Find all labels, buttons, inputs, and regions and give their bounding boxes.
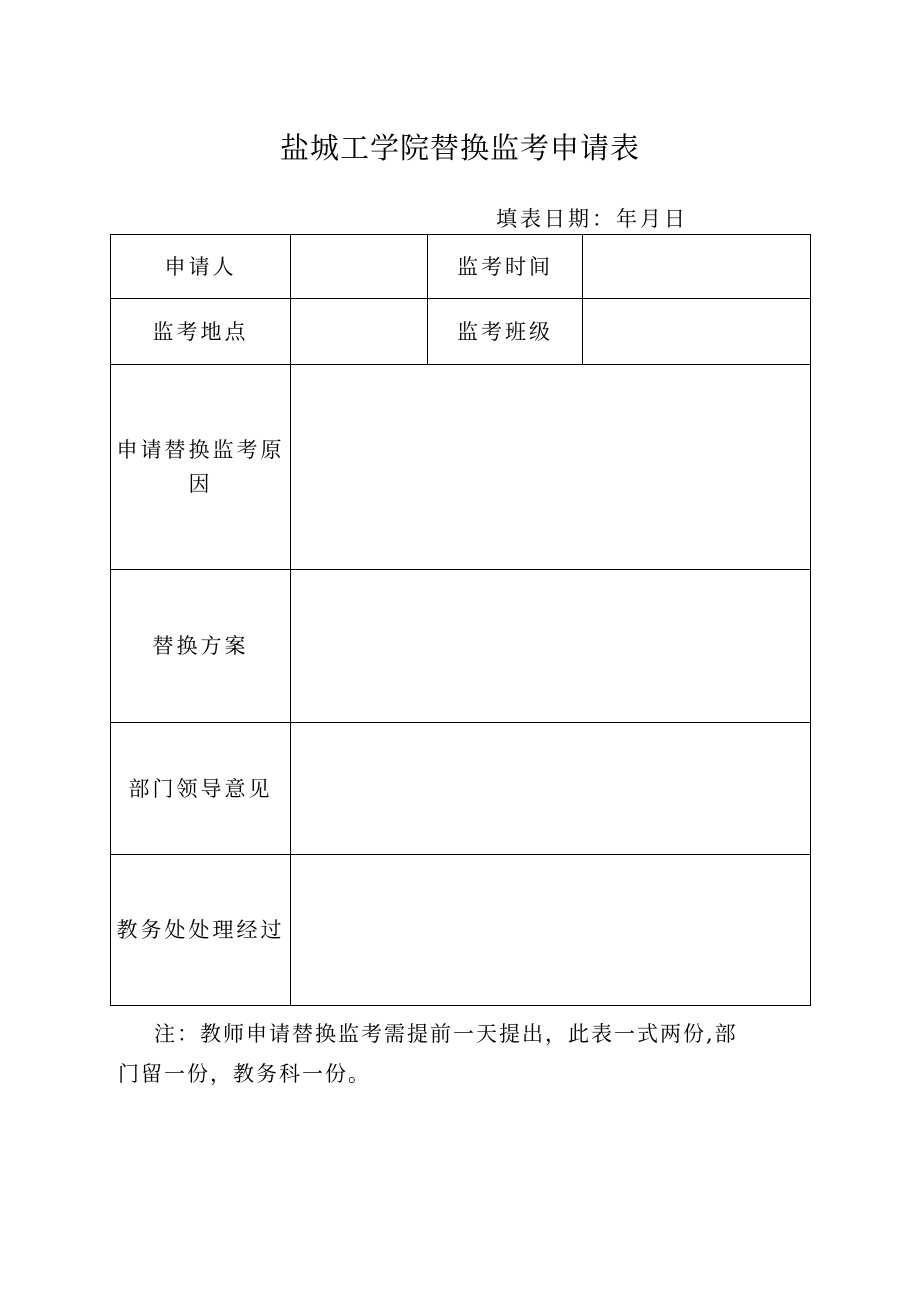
footnote-line-2: 门留一份，教务科一份。 (118, 1062, 371, 1086)
academic-office-process-field[interactable] (291, 855, 811, 1006)
dept-leader-opinion-label: 部门领导意见 (111, 723, 291, 855)
applicant-label: 申请人 (111, 235, 291, 299)
table-row (111, 299, 811, 365)
applicant-field[interactable] (291, 235, 428, 299)
table-row (111, 235, 811, 299)
application-form-table (110, 234, 811, 1006)
invigilation-location-label: 监考地点 (111, 299, 291, 365)
invigilation-time-label: 监考时间 (428, 235, 583, 299)
table-row (111, 855, 811, 1006)
footnote (118, 1014, 798, 1094)
invigilation-class-label: 监考班级 (428, 299, 583, 365)
table-row (111, 723, 811, 855)
academic-office-process-label: 教务处处理经过 (111, 855, 291, 1006)
table-row (111, 570, 811, 723)
replacement-plan-field[interactable] (291, 570, 811, 723)
replacement-reason-field[interactable] (291, 365, 811, 570)
replacement-reason-label: 申请替换监考原因 (111, 365, 291, 570)
fill-date-label: 填表日期：年月日 (496, 207, 688, 231)
page-title: 盐城工学院替换监考申请表 (279, 131, 640, 165)
dept-leader-opinion-field[interactable] (291, 723, 811, 855)
replacement-plan-label: 替换方案 (111, 570, 291, 723)
invigilation-location-field[interactable] (291, 299, 428, 365)
invigilation-time-field[interactable] (583, 235, 811, 299)
invigilation-class-field[interactable] (583, 299, 811, 365)
table-row (111, 365, 811, 570)
footnote-line-1: 注：教师申请替换监考需提前一天提出，此表一式两份,部 (154, 1022, 738, 1046)
